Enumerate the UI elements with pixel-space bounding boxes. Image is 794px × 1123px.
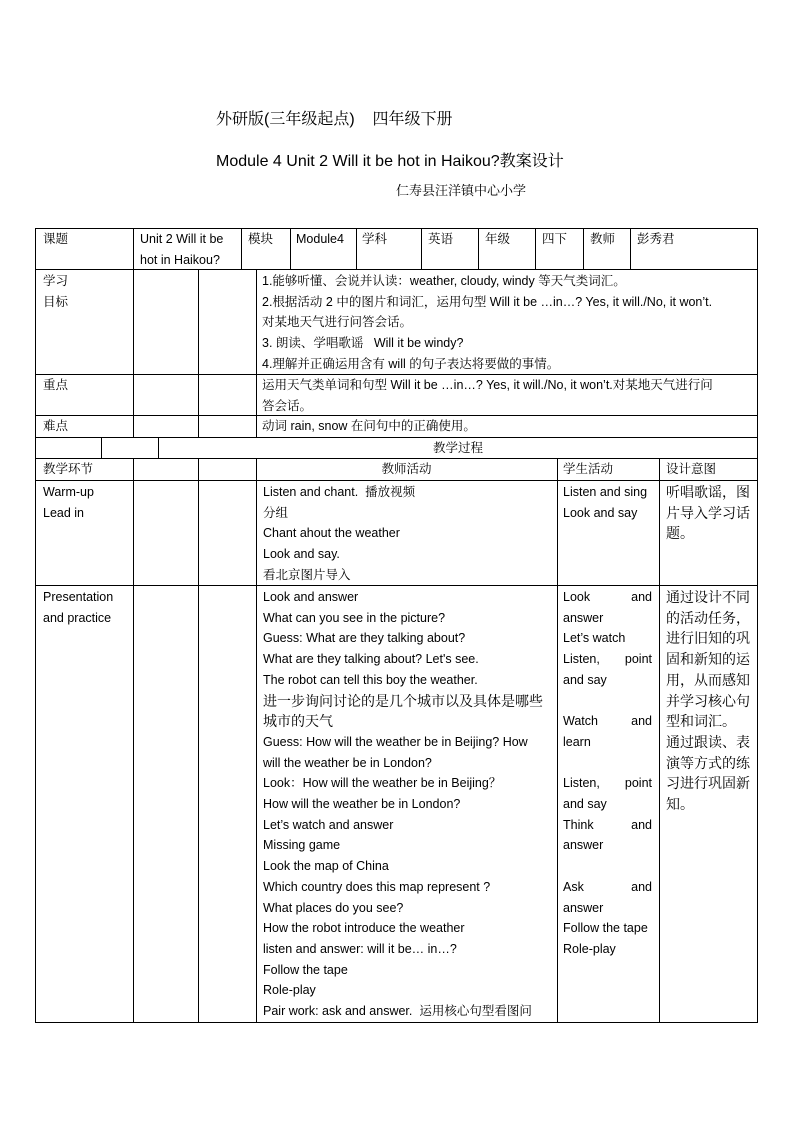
teacher-activity-line: The robot can tell this boy the weather. bbox=[263, 672, 478, 687]
module-label: 模块 bbox=[248, 232, 274, 246]
objectives-label: 学习 目标 bbox=[43, 274, 69, 309]
teacher-activity-line: will the weather be in London? bbox=[263, 755, 432, 770]
grade-label: 年级 bbox=[485, 232, 511, 246]
teacher-activity-line: Guess: What are they talking about? bbox=[263, 631, 466, 646]
teacher-activity-line: How the robot introduce the weather bbox=[263, 921, 465, 936]
warmup-student-activities: Listen and sing Look and say bbox=[563, 485, 648, 520]
grade-value: 四下 bbox=[542, 232, 568, 246]
teacher-activity-line: Look and say. bbox=[263, 547, 340, 562]
column-header-stage: 教学环节 bbox=[43, 462, 94, 476]
teacher-activity-line: 城市的天气 bbox=[263, 713, 333, 730]
objectives-content bbox=[262, 271, 756, 375]
column-header-student: 学生活动 bbox=[563, 462, 614, 476]
subject-label: 学科 bbox=[362, 232, 388, 246]
teacher-activity-line: What places do you see? bbox=[263, 900, 404, 915]
key-points-label: 重点 bbox=[43, 378, 69, 392]
teacher-activity-line: Chant ahout the weather bbox=[263, 526, 400, 541]
objective-line: 1.能够听懂、会说并认读：weather, cloudy, windy 等天气类词汇。 bbox=[262, 274, 626, 288]
process-title: 教学过程 bbox=[432, 441, 483, 455]
presentation-design-intent: 通过设计不同 的活动任务， 进行旧知的巩 固和新知的运 用，从而感知 并学习核心句 型和词汇。 通过跟读、表 演等方式的练 习进行巩固新 知。 bbox=[666, 589, 750, 813]
teacher-activity-line: Guess: How will the weather be in Beijing? How bbox=[263, 734, 528, 749]
module-value: Module4 bbox=[296, 232, 344, 246]
teacher-activity-line: Which country does this map represent ? bbox=[263, 879, 491, 894]
teacher-activity-line: 分组 bbox=[263, 505, 289, 520]
teacher-activity-line: Look and answer bbox=[263, 590, 359, 604]
teacher-activity-line: 进一步询问讨论的是几个城市以及具体是哪些 bbox=[263, 692, 543, 709]
teacher-activity-line: listen and answer: will it be… in…? bbox=[263, 941, 457, 956]
teacher-activity-line: What can you see in the picture? bbox=[263, 610, 446, 625]
subject-value: 英语 bbox=[428, 232, 454, 246]
course-value: Unit 2 Will it be hot in Haikou? bbox=[140, 232, 224, 267]
school-name: 仁寿县汪洋镇中心小学 bbox=[396, 183, 527, 198]
key-points-content bbox=[262, 375, 756, 416]
warmup-stage: Warm-up Lead in bbox=[43, 485, 94, 520]
teacher-value: 彭秀君 bbox=[637, 232, 675, 246]
teacher-activity-line: Missing game bbox=[263, 838, 341, 853]
teacher-activity-line: Listen and chant. 播放视频 bbox=[263, 485, 416, 499]
presentation-student-activities: Look and answer Let’s watch Listen, point and say Watch and learn Listen, point and say Think and answer Ask and answer Follow the tape Role-play bbox=[563, 590, 652, 956]
objective-line: 4.理解并正确运用含有 will 的句子表达将要做的事情。 bbox=[262, 356, 560, 371]
teacher-activity-line: Look：How will the weather be in Beijing？ bbox=[263, 776, 502, 791]
course-label: 课题 bbox=[43, 232, 69, 246]
teacher-activity-line: What are they talking about? Let's see. bbox=[263, 652, 479, 667]
teacher-activity-line: 看北京图片导入 bbox=[263, 567, 351, 582]
objective-line: 3. 朗读、学唱歌谣 Will it be windy? bbox=[262, 336, 464, 351]
column-header-teacher: 教师活动 bbox=[381, 462, 432, 476]
column-header-intent: 设计意图 bbox=[666, 462, 717, 476]
key-point-line: 答会话。 bbox=[262, 398, 313, 413]
teacher-activity-line: Look the map of China bbox=[263, 859, 389, 874]
objective-line: 对某地天气进行问答会话。 bbox=[262, 315, 413, 330]
objective-line: 2.根据活动 2 中的图片和词汇，运用句型 Will it be …in…? Yes, it will./No, it won’t. bbox=[262, 294, 713, 309]
document-title-edition: 外研版(三年级起点) 四年级下册 bbox=[216, 111, 453, 128]
teacher-activity-line: How will the weather be in London? bbox=[263, 797, 461, 812]
difficulties-content: 动词 rain, snow 在问句中的正确使用。 bbox=[262, 419, 476, 433]
warmup-design-intent: 听唱歌谣，图 片导入学习话 题。 bbox=[666, 484, 750, 542]
presentation-stage: Presentation and practice bbox=[43, 590, 114, 625]
teacher-activity-line: Pair work: ask and answer. 运用核心句型看图问 bbox=[263, 1004, 532, 1019]
document-title-lesson: Module 4 Unit 2 Will it be hot in Haikou?教案设计 bbox=[216, 153, 564, 170]
key-point-line: 运用天气类单词和句型 Will it be …in…? Yes, it will./No, it won’t.对某地天气进行问 bbox=[262, 378, 713, 392]
difficulties-label: 难点 bbox=[43, 419, 69, 433]
teacher-activity-line: Follow the tape bbox=[263, 962, 348, 977]
presentation-teacher-activities bbox=[263, 587, 553, 1022]
teacher-label: 教师 bbox=[590, 232, 616, 246]
teacher-activity-line: Role-play bbox=[263, 983, 316, 998]
warmup-teacher-activities bbox=[263, 482, 415, 586]
teacher-activity-line: Let’s watch and answer bbox=[263, 817, 394, 832]
